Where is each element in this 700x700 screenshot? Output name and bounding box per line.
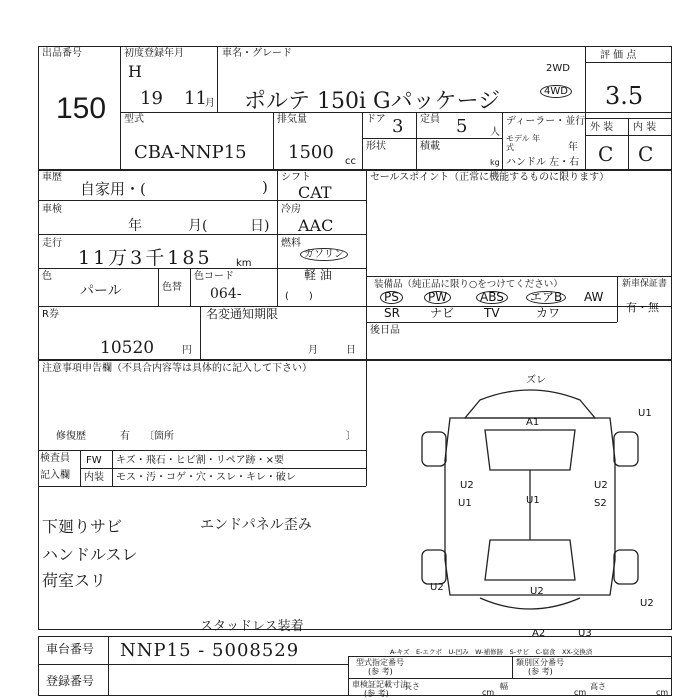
recycle-value: 10520 bbox=[100, 338, 155, 358]
note-studless: スタッドレス装着 bbox=[200, 619, 304, 634]
interior-items: モス・汚・コゲ・穴・スレ・キレ・破レ bbox=[116, 472, 296, 483]
ac-value: AAC bbox=[298, 216, 334, 235]
name-change-label: 名変通知期限 bbox=[206, 307, 279, 321]
model-value: CBA-NNP15 bbox=[134, 142, 247, 163]
color-change-label: 色替 bbox=[162, 282, 182, 293]
equip-sr: SR bbox=[384, 306, 400, 320]
note-handle-wear: ハンドルスレ bbox=[42, 545, 138, 564]
mileage-label: 走行 bbox=[42, 238, 62, 249]
category-sub: (参 考) bbox=[528, 667, 553, 676]
exterior-grade: C bbox=[598, 142, 614, 166]
vehicle-cert-label: 車検証記載寸法 bbox=[352, 680, 408, 689]
capacity-unit: 人 bbox=[490, 127, 500, 138]
equipment-label: 装備品（純正品に限り○をつけてください） bbox=[374, 279, 563, 290]
repair-close: 〕 bbox=[346, 431, 356, 442]
doors-label: ドア bbox=[366, 114, 386, 125]
mileage-unit: km bbox=[236, 258, 252, 269]
mark-u2-rear: U2 bbox=[530, 586, 544, 597]
equip-abs: ABS bbox=[476, 291, 508, 304]
first-reg-label: 初度登録年月 bbox=[124, 48, 184, 59]
ac-label: 冷房 bbox=[281, 204, 301, 215]
reg-label: 登録番号 bbox=[46, 674, 95, 688]
score-value: 3.5 bbox=[605, 82, 644, 110]
note-underbody-rust: 下廻りサビ bbox=[42, 517, 123, 536]
mark-u2-left-rear: U2 bbox=[430, 582, 444, 593]
equip-navi: ナビ bbox=[430, 306, 455, 320]
shape-label: 形状 bbox=[366, 141, 386, 152]
entry-label: 記入欄 bbox=[40, 470, 70, 481]
width-unit: cm bbox=[574, 688, 587, 697]
equip-leather: カワ bbox=[536, 306, 561, 320]
exterior-label: 外 装 bbox=[590, 122, 614, 133]
interior-grade: C bbox=[638, 142, 654, 166]
mark-u1-left: U1 bbox=[458, 498, 472, 509]
mark-a2: A2 bbox=[532, 628, 546, 639]
inspection-day: 日) bbox=[250, 218, 270, 234]
year-unit: 年 bbox=[568, 142, 578, 153]
repair-value: 有 bbox=[120, 431, 130, 442]
mark-u1-front-right: U1 bbox=[638, 408, 652, 419]
handle-label: ハンドル 左・右 bbox=[506, 157, 580, 168]
length-unit: cm bbox=[482, 688, 495, 697]
color-code-value: 064- bbox=[210, 286, 242, 302]
warranty-label: 新車保証書 bbox=[622, 279, 668, 289]
vehicle-cert-sub: (参 考) bbox=[364, 689, 389, 698]
mark-u2-rear-right: U2 bbox=[640, 598, 654, 609]
displacement-label: 排気量 bbox=[277, 114, 307, 125]
dealer-label: ディーラー・並行 bbox=[506, 116, 586, 127]
chassis-label: 車台番号 bbox=[46, 642, 95, 656]
damage-legend: A-キズ E-エクボ U-凹み W-補修跡 S-サビ C-腐食 XX-交換済 bbox=[390, 648, 593, 656]
mileage-value: 11万3千185 bbox=[78, 247, 213, 269]
inspection-label: 車検 bbox=[42, 204, 62, 215]
repair-label: 修復歴 bbox=[56, 431, 86, 442]
equip-pw: PW bbox=[424, 291, 451, 304]
capacity-value: 5 bbox=[456, 116, 468, 137]
size-cert-label: 型式指定番号 bbox=[356, 658, 404, 667]
height-label: 高さ bbox=[590, 682, 606, 691]
recycle-label: R券 bbox=[42, 309, 59, 320]
first-reg-era: H bbox=[128, 62, 142, 81]
first-reg-month: 11 bbox=[184, 88, 207, 109]
capacity-label: 定員 bbox=[420, 114, 440, 125]
drive-2wd: 2WD bbox=[546, 63, 570, 74]
length-label: 長さ bbox=[404, 682, 420, 691]
equip-airbag: エアB bbox=[526, 291, 566, 304]
car-label: 車名・グレード bbox=[222, 48, 292, 59]
warranty-value: 有・無 bbox=[626, 301, 659, 314]
equip-ps: PS bbox=[380, 291, 403, 304]
load-label: 積載 bbox=[420, 141, 440, 152]
history-close: ) bbox=[262, 178, 268, 196]
mark-u3: U3 bbox=[578, 628, 592, 639]
category-label: 類別区分番号 bbox=[516, 658, 564, 667]
equip-aw: AW bbox=[584, 290, 604, 304]
color-value: パール bbox=[80, 283, 122, 299]
car-name: ポルテ 150i Gパッケージ bbox=[244, 89, 501, 114]
name-change-month: 月 bbox=[308, 345, 318, 356]
color-code-label: 色コード bbox=[194, 271, 234, 282]
mark-s2: S2 bbox=[594, 498, 607, 509]
lot-number: 150 bbox=[56, 92, 107, 125]
sales-label: セールスポイント（正常に機能するものに限ります） bbox=[370, 172, 610, 183]
shift-value: CAT bbox=[298, 183, 332, 202]
shift-label: シフト bbox=[281, 172, 311, 183]
doors-value: 3 bbox=[392, 116, 404, 137]
color-label: 色 bbox=[42, 271, 52, 282]
model-year-label: モデル 年式 bbox=[506, 134, 541, 152]
mark-u2-right-door: U2 bbox=[594, 480, 608, 491]
notes-label: 注意事項申告欄（不具合内容等は具体的に記入して下さい） bbox=[42, 363, 312, 374]
size-cert-sub: (参 考) bbox=[368, 667, 393, 676]
repair-part: 〔箇所 bbox=[144, 431, 174, 442]
first-reg-month-unit: 月 bbox=[205, 98, 215, 109]
interior-label: 内 装 bbox=[633, 122, 657, 133]
fw-label: FW bbox=[86, 455, 102, 466]
height-unit: cm bbox=[656, 688, 669, 697]
inspection-year: 年 bbox=[128, 218, 142, 234]
model-label: 型式 bbox=[124, 114, 144, 125]
inspection-month: 月( bbox=[188, 218, 208, 234]
equip-tv: TV bbox=[484, 306, 500, 320]
displacement-unit: cc bbox=[345, 156, 356, 167]
drive-4wd: 4WD bbox=[540, 85, 572, 98]
displacement-value: 1500 bbox=[288, 142, 334, 163]
recycle-unit: 円 bbox=[182, 345, 192, 356]
fuel-light: 軽 油 bbox=[304, 268, 332, 282]
mark-zure: ズレ bbox=[526, 375, 546, 386]
mark-u1-roof: U1 bbox=[526, 495, 540, 506]
fuel-label: 燃料 bbox=[281, 238, 301, 249]
lot-label: 出品番号 bbox=[42, 48, 82, 59]
mark-u2-left-door: U2 bbox=[460, 480, 474, 491]
interior-entry-label: 内装 bbox=[84, 472, 104, 483]
first-reg-year: 19 bbox=[140, 88, 163, 109]
note-cargo-scratch: 荷室スリ bbox=[42, 571, 107, 590]
chassis-value: NNP15 - 5008529 bbox=[120, 640, 300, 661]
mark-a1: A1 bbox=[526, 417, 540, 428]
load-unit: kg bbox=[490, 158, 500, 167]
note-end-panel: エンドパネル歪み bbox=[200, 517, 312, 533]
history-value: 自家用・( bbox=[80, 180, 146, 198]
history-label: 車歴 bbox=[42, 172, 62, 183]
inspector-label: 検査員 bbox=[40, 453, 70, 464]
fuel-gasoline: ガソリン bbox=[300, 248, 348, 261]
fuel-other: ( ) bbox=[285, 291, 313, 302]
score-label: 評 価 点 bbox=[600, 50, 637, 61]
name-change-day: 日 bbox=[346, 345, 356, 356]
width-label: 幅 bbox=[500, 682, 508, 691]
fw-items: キズ・飛石・ヒビ割・リペア跡・×要 bbox=[116, 455, 284, 466]
retrofit-label: 後日品 bbox=[370, 325, 400, 336]
